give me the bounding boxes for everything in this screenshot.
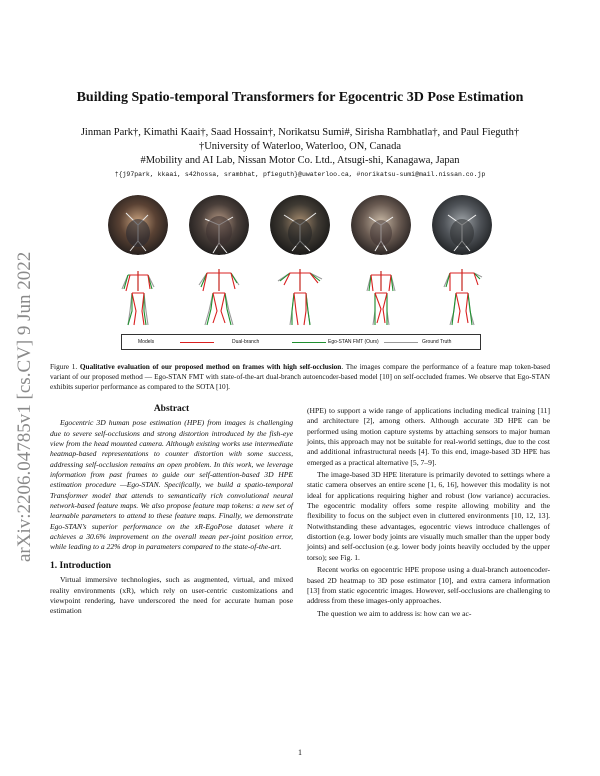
figure-caption [50, 362, 550, 392]
author-block [40, 126, 560, 182]
fisheye-image [270, 195, 330, 255]
right-column [307, 406, 550, 619]
caption-label: Figure 1. [50, 362, 80, 371]
figure-1 [104, 195, 496, 355]
section-heading-introduction: 1. Introduction [50, 560, 112, 571]
left-column [50, 404, 293, 617]
abstract-text: Egocentric 3D human pose estimation (HPE) from images is challenging due to severe self-occlusions and strong distortion introduced by the fish-eye view from the head mounted camera. Although existing works use intermediate heatmap-based representations to counter distortion with some success, addressing self-occlusion remains an open problem. In this work, we leverage information from past frames to guide our self-attention-based 3D HPE estimation procedure —Ego-STAN. Specifically, we build a spatio-temporal Transformer model that attends to semantically rich convolutional neural network-based feature maps. We also propose feature map tokens: a new set of learnable parameters to attend to these feature maps. Finally, we demonstrate Ego-STAN’s superior performance on the xR-EgoPose dataset where it achieves a 30.6% improvement on the overall mean per-joint position error, while leading to a 22% drop in parameters compared to the state-of-the-art. [50, 418, 293, 552]
arxiv-stamp-svg [4, 212, 42, 562]
intro-paragraph-4: The question we aim to address is: how can we ac- [317, 608, 472, 618]
paper-title: Building Spatio-temporal Transformers for Egocentric 3D Pose Estimation [76, 90, 524, 105]
legend-label-ego-stan: Ego-STAN FMT (Ours) [328, 339, 379, 345]
author-emails: †{j97park, kkaai, s42hossa, srambhat, pfieguth}@uwaterloo.ca, #norikatsu-sumi@mail.nissan.co.jp [114, 171, 486, 178]
intro-paragraph-1-continued: (HPE) to support a wide range of applications including medical training [11] and architecture [2], among others. Although accurate 3D HPE can be performed using motion capture systems by attaching sensors to major human joints, this approach may not be suitable for real-world settings, due to the cost and additional infrastructural needs [4]. To this end, image-based 3D HPE has emerged as a practical alternative [5, 7–9]. [307, 406, 550, 467]
legend-swatch-dual-branch [180, 342, 214, 343]
legend-swatch-ego-stan [292, 342, 326, 343]
intro-paragraph-2: The image-based 3D HPE literature is primarily devoted to settings where a static camera observes an entire scene [1, 6, 16], however this modality is not ideal for applications requiring higher and robust (low variance) accuracies. The egocentric modality offers some respite allowing mobility and the flexibility to focus on the subject even in cluttered environments [10, 12, 13]. Notwithstanding these advantages, egocentric views introduce challenges of distortion (e.g. lower body joints are visually much smaller than the upper body joints) and self-occlusion (e.g. lower body joints heavily occluded by the upper torso); see Fig. 1. [307, 470, 550, 562]
legend-label-ground-truth: Ground Truth [422, 339, 452, 345]
legend-label-dual-branch: Dual-branch [232, 339, 260, 345]
pose-skeleton [351, 261, 411, 331]
affiliation-waterloo: †University of Waterloo, Waterloo, ON, Canada [198, 141, 402, 152]
fisheye-image [189, 195, 249, 255]
affiliation-nissan: #Mobility and AI Lab, Nissan Motor Co. Ltd., Atsugi-shi, Kanagawa, Japan [140, 155, 460, 166]
arxiv-identifier: arXiv:2206.04785v1 [cs.CV] 9 Jun 2022 [14, 251, 35, 562]
caption-text: . The images compare the performance of a feature map token-based variant of our proposed method — Ego-STAN FMT with state-of-the-art dual-branch autoencoder-based model [10] on self-occluded frames. We observe that Ego-STAN exhibits superior performance as compared to the SOTA [10]. [50, 362, 550, 391]
fisheye-image-row [104, 195, 496, 255]
pose-skeleton [270, 261, 330, 331]
legend-title: Models [138, 339, 155, 345]
fisheye-image [432, 195, 492, 255]
intro-paragraph-1: Virtual immersive technologies, such as augmented, virtual, and mixed reality environments (xR), which rely on user-centric customizations and viewpoint rendering, have underscored the need for accurate human pose estimation [50, 575, 293, 616]
pose-skeleton [189, 261, 249, 331]
pose-skeleton [108, 261, 168, 331]
intro-paragraph-3: Recent works on egocentric HPE propose using a dual-branch autoencoder-based 2D heatmap to 3D pose estimator [10], and extra camera information [13] from static egocentric images. However, self-occlusions are challenging to address from these images-only approaches. [307, 565, 550, 606]
skeleton-row [104, 261, 496, 331]
fisheye-image [108, 195, 168, 255]
figure-legend [121, 334, 481, 350]
caption-bold: Qualitative evaluation of our proposed method on frames with high self-occlusion [79, 362, 342, 371]
fisheye-image [351, 195, 411, 255]
abstract-heading: Abstract [153, 404, 190, 414]
page-number: 1 [298, 748, 302, 757]
arxiv-stamp [4, 212, 42, 562]
author-names: Jinman Park†, Kimathi Kaai†, Saad Hossain†, Norikatsu Sumi#, Sirisha Rambhatla†, and Paul Fieguth† [80, 127, 520, 138]
legend-swatch-ground-truth [384, 342, 418, 343]
pose-skeleton [432, 261, 492, 331]
